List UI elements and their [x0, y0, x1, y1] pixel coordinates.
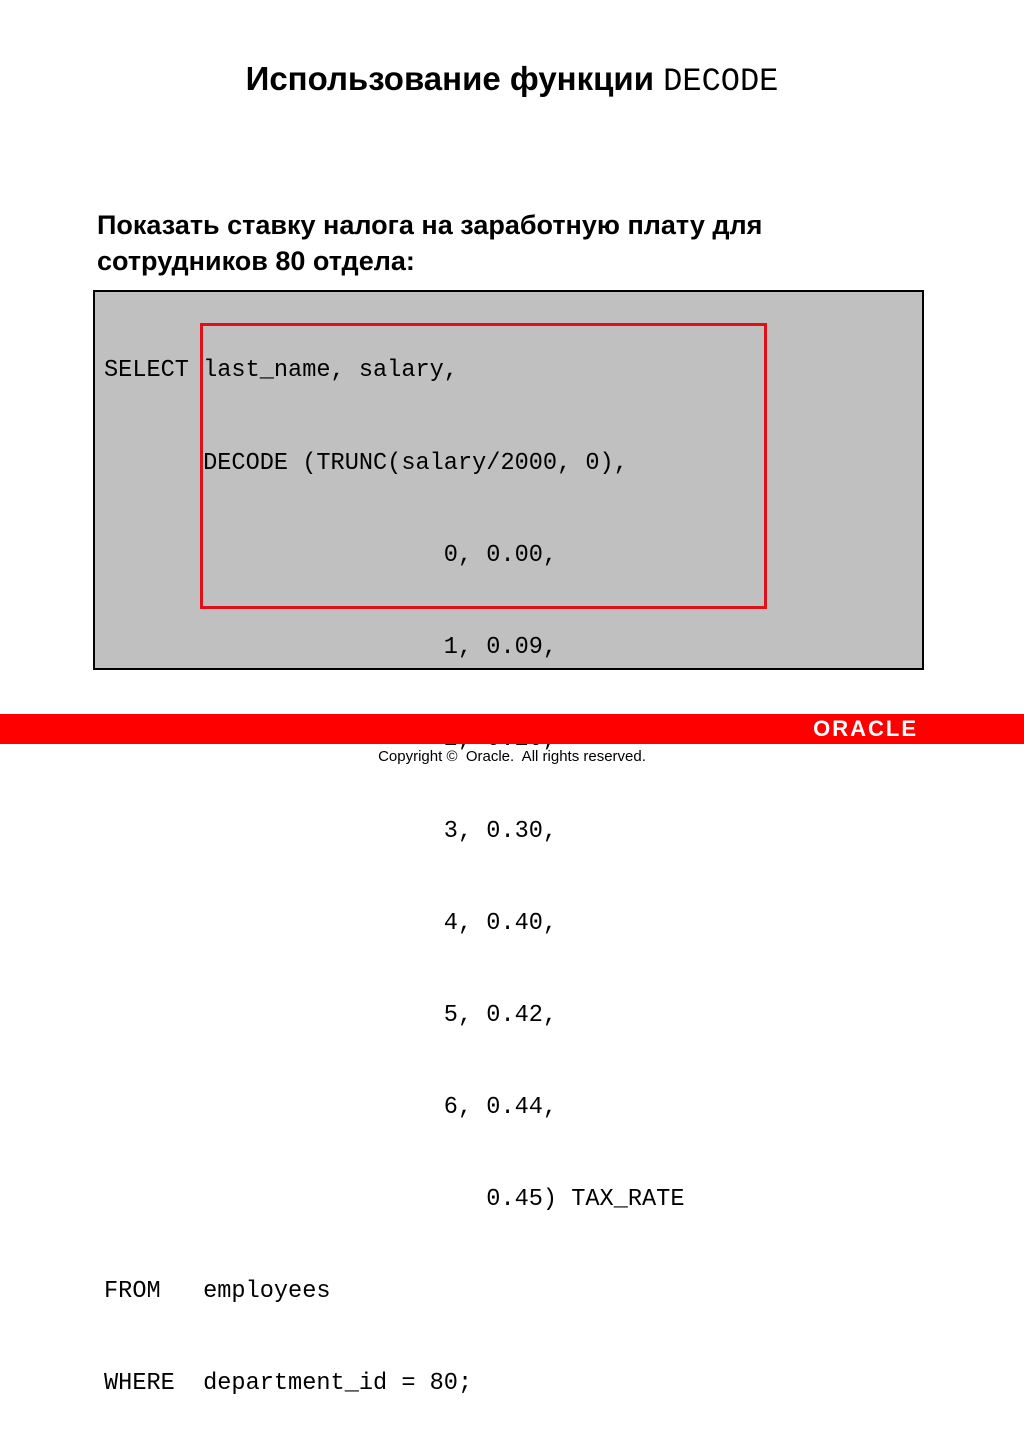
footer-bar	[0, 714, 1024, 744]
oracle-logo: ORACLE	[813, 716, 918, 741]
copyright-text: Copyright © Oracle. All rights reserved.	[378, 748, 646, 765]
code-line: DECODE (TRUNC(salary/2000, 0),	[104, 449, 628, 477]
subtitle-line-1: Показать ставку налога на заработную плату для	[97, 210, 763, 240]
code-line: 0, 0.00,	[104, 541, 558, 569]
code-line: FROM employees	[104, 1278, 331, 1306]
code-line: 0.45) TAX_RATE	[104, 1186, 685, 1214]
code-line: 4, 0.40,	[104, 909, 558, 937]
slide-title-code: DECODE	[663, 63, 779, 100]
slide-title	[0, 60, 1024, 100]
slide-subtitle	[97, 207, 937, 279]
code-line: 3, 0.30,	[104, 817, 558, 845]
code-line: 6, 0.44,	[104, 1094, 558, 1122]
code-line: WHERE department_id = 80;	[104, 1370, 473, 1398]
slide-title-text: Использование функции	[245, 60, 664, 97]
code-line: 1, 0.09,	[104, 633, 558, 661]
decode-highlight-box	[200, 323, 767, 609]
code-line: 5, 0.42,	[104, 1002, 558, 1030]
code-line: SELECT last_name, salary,	[104, 357, 458, 385]
subtitle-line-2: сотрудников 80 отдела:	[97, 246, 415, 276]
